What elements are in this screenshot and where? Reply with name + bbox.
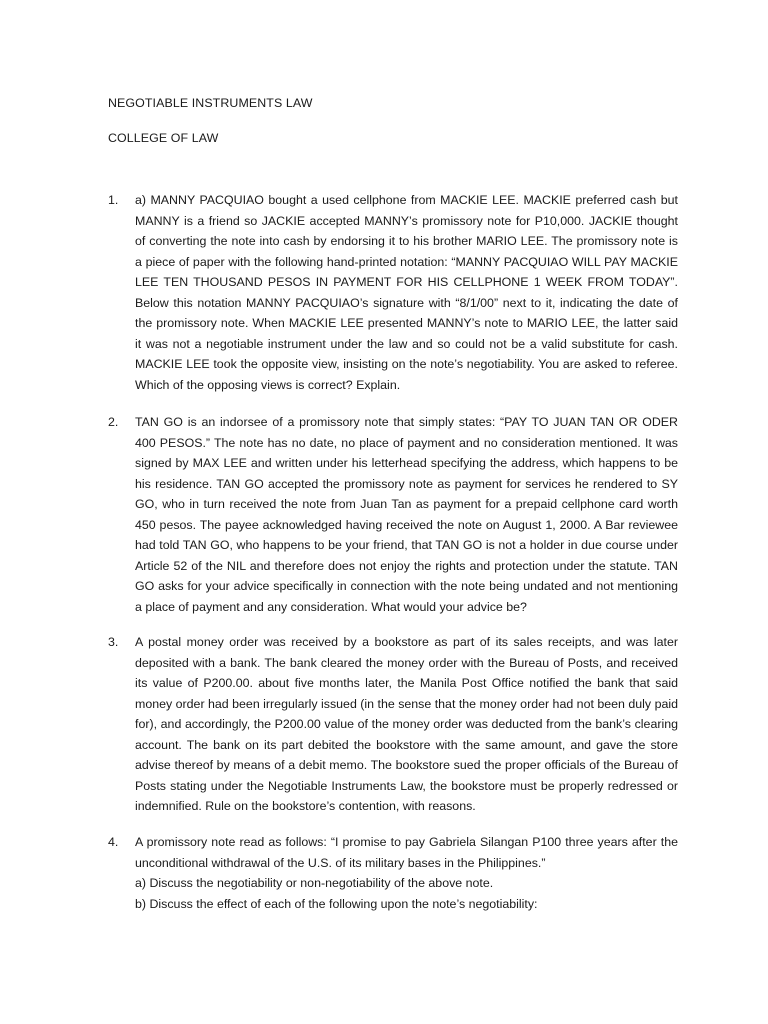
question-text: A promissory note read as follows: “I promise to pay Gabriela Silangan P100 three years after the unconditional withdrawal of the U.S. of its military bases in the Philippines.” [135,835,678,870]
document-title: NEGOTIABLE INSTRUMENTS LAW [108,96,313,110]
sub-question-b: b) Discuss the effect of each of the following upon the note’s negotiability: [135,896,538,911]
sub-question-a: a) Discuss the negotiability or non-negotiability of the above note. [135,876,494,890]
question-number: 2. [108,415,119,429]
question-text: TAN GO is an indorsee of a promissory note that simply states: “PAY TO JUAN TAN OR ODER 400 PESOS.” The note has no date, no place of payment and no consideration mentioned. It was signed by MAX LEE and written under his letterhead specifying the address, which happens to be his residence. TAN GO accepted the promissory note as payment for services he rendered to SY GO, who in turn received the note from Juan Tan as payment for a prepaid cellphone card worth 450 pesos. The payee acknowledged having received the note on August 1, 2000. A Bar reviewee had told TAN GO, who happens to be your friend, that TAN GO is not a holder in due course under Article 52 of the NIL and therefore does not enjoy the rights and protection under the statute. TAN GO asks for your advice specifically in connection with the note being undated and not mentioning a place of payment and any consideration. What would your advice be? [135,415,678,614]
question-item [108,632,678,817]
question-item [108,412,678,617]
question-number: 1. [108,193,119,207]
question-number: 4. [108,835,119,849]
question-item [108,832,678,914]
document-subtitle: COLLEGE OF LAW [108,131,219,145]
question-number: 3. [108,635,119,649]
question-text: a) MANNY PACQUIAO bought a used cellphone from MACKIE LEE. MACKIE preferred cash but MANNY is a friend so JACKIE accepted MANNY’s promissory note for P10,000. JACKIE thought of converting the note into cash by endorsing it to his brother MARIO LEE. The promissory note is a piece of paper with the following hand-printed notation: “MANNY PACQUIAO WILL PAY MACKIE LEE TEN THOUSAND PESOS IN PAYMENT FOR HIS CELLPHONE 1 WEEK FROM TODAY”. Below this notation MANNY PACQUIAO’s signature with “8/1/00” next to it, indicating the date of the promissory note. When MACKIE LEE presented MANNY’s note to MARIO LEE, the latter said it was not a negotiable instrument under the law and so could not be a valid substitute for cash. MACKIE LEE took the opposite view, insisting on the note’s negotiability. You are asked to referee. Which of the opposing views is correct? Explain. [135,193,678,392]
question-text: A postal money order was received by a bookstore as part of its sales receipts, and was later deposited with a bank. The bank cleared the money order with the Bureau of Posts, and received its value of P200.00. about five months later, the Manila Post Office notified the bank that said money order had been irregularly issued (in the sense that the money order had not been duly paid for), and accordingly, the P200.00 value of the money order was deducted from the bank’s clearing account. The bank on its part debited the bookstore with the same amount, and gave the store advise thereof by means of a debit memo. The bookstore sued the proper officials of the Bureau of Posts stating under the Negotiable Instruments Law, the bookstore must be properly redressed or indemnified. Rule on the bookstore’s contention, with reasons. [135,635,678,813]
question-item [108,190,678,395]
